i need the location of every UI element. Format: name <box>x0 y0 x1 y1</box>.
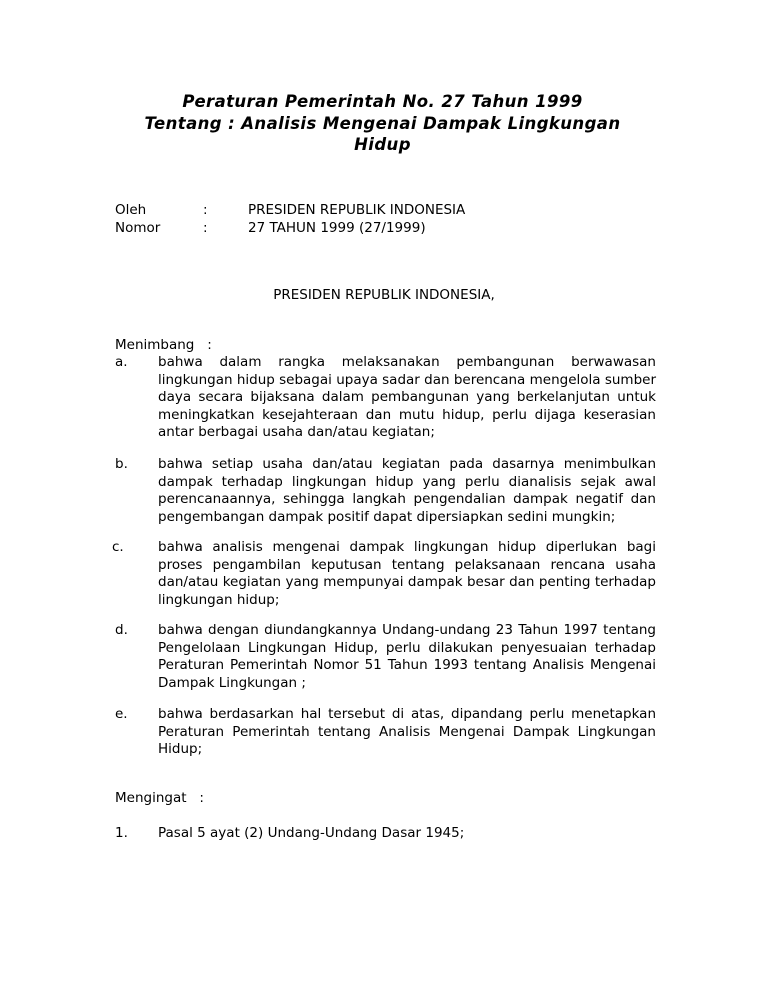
item-marker: d. <box>115 622 128 638</box>
menimbang-item-e <box>115 706 656 759</box>
mengingat-item-1 <box>115 825 656 843</box>
item-text: bahwa berdasarkan hal tersebut di atas, dipandang perlu menetapkan Peraturan Pemerintah tentang Analisis Mengenai Dampak Lingkungan Hidup; <box>158 706 656 757</box>
menimbang-item-a <box>115 354 656 442</box>
nomor-colon: : <box>203 219 208 236</box>
document-meta <box>115 202 465 237</box>
meta-row-oleh <box>115 202 465 220</box>
item-marker: c. <box>112 539 124 555</box>
title-line-3: Hidup <box>354 135 411 154</box>
subheading: PRESIDEN REPUBLIK INDONESIA, <box>273 287 495 303</box>
mengingat-label: Mengingat : <box>115 790 204 806</box>
menimbang-item-c <box>112 539 656 609</box>
oleh-colon: : <box>203 202 208 218</box>
item-text: bahwa analisis mengenai dampak lingkungan hidup diperlukan bagi proses pengambilan keputusan tentang pelaksanaan rencana usaha dan/atau kegiatan yang mempunyai dampak besar dan penting terhadap lingkungan hidup; <box>158 539 656 608</box>
oleh-label: Oleh <box>115 202 147 218</box>
document-title <box>110 91 655 156</box>
item-text: Pasal 5 ayat (2) Undang-Undang Dasar 1945; <box>158 825 465 841</box>
item-marker: e. <box>115 706 128 722</box>
nomor-value: 27 TAHUN 1999 (27/1999) <box>248 219 426 236</box>
item-marker: b. <box>115 456 128 472</box>
item-text: bahwa dengan diundangkannya Undang-undang 23 Tahun 1997 tentang Pengelolaan Lingkungan Hidup, perlu dilakukan penyesuaian terhadap Peraturan Pemerintah Nomor 51 Tahun 1993 tentang Analisis Mengenai Dampak Lingkungan ; <box>158 622 656 691</box>
meta-row-nomor <box>115 220 465 238</box>
nomor-label: Nomor <box>115 219 161 236</box>
item-text: bahwa setiap usaha dan/atau kegiatan pada dasarnya menimbulkan dampak terhadap lingkungan hidup yang perlu dianalisis sejak awal perencanaannya, sehingga langkah pengendalian dampak negatif dan pengembangan dampak positif dapat dipersiapkan sedini mungkin; <box>158 456 656 525</box>
item-marker: a. <box>115 354 128 370</box>
item-marker: 1. <box>115 825 128 841</box>
menimbang-label: Menimbang : <box>115 337 212 353</box>
menimbang-item-d <box>115 622 656 692</box>
title-line-2: Tentang : Analisis Mengenai Dampak Lingkungan <box>144 113 621 133</box>
menimbang-item-b <box>115 456 656 526</box>
item-text: bahwa dalam rangka melaksanakan pembangunan berwawasan lingkungan hidup sebagai upaya sadar dan berencana mengelola sumber daya secara bijaksana dalam pembangunan yang berkelanjutan untuk meningkatkan kesejahteraan dan mutu hidup, perlu dijaga keserasian antar berbagai usaha dan/atau kegiatan; <box>158 354 657 440</box>
title-line-1: Peraturan Pemerintah No. 27 Tahun 1999 <box>182 92 583 111</box>
oleh-value: PRESIDEN REPUBLIK INDONESIA <box>248 202 466 218</box>
